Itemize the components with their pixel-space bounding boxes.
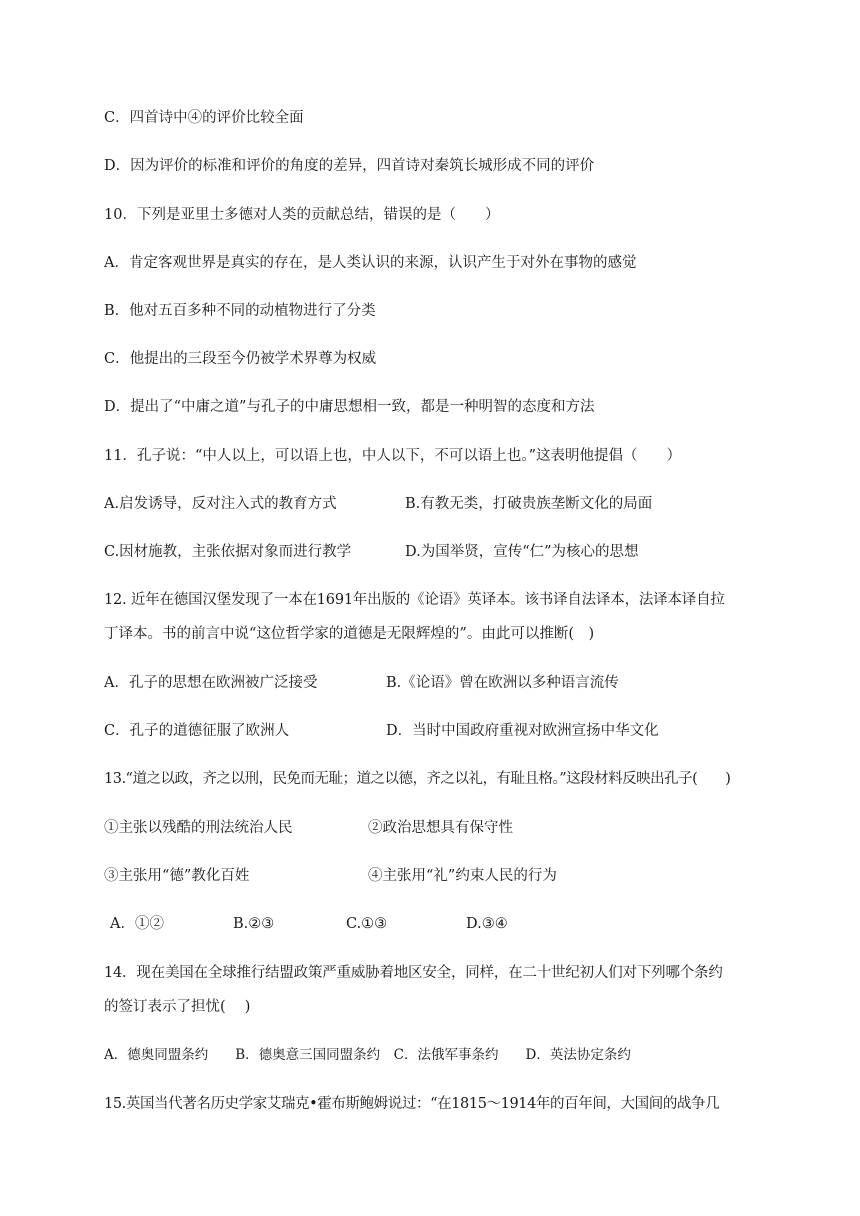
q13-option-b: B.②③ (233, 916, 275, 932)
q12-option-b: B.《论语》曾在欧洲以多种语言流传 (386, 675, 619, 691)
q12-option-c: C．孔子的道德征服了欧洲人 (104, 723, 290, 739)
q9-option-d: D．因为评价的标准和评价的角度的差异，四首诗对秦筑长城形成不同的评价 (104, 158, 595, 174)
q11-stem: 11．孔子说：“中人以上，可以语上也，中人以下，不可以语上也。”这表明他提倡（ ） (104, 448, 682, 464)
q13-statement-2: ②政治思想具有保守性 (368, 820, 513, 836)
q12-stem-line1: 12. 近年在德国汉堡发现了一本在1691年出版的《论语》英译本。该书译自法译本，法译本译自拉 (104, 592, 725, 608)
q11-option-d: D.为国举贤，宣传“仁”为核心的思想 (405, 544, 639, 560)
q13-statement-1: ①主张以残酷的刑法统治人民 (104, 820, 293, 836)
q13-stem: 13.“道之以政，齐之以刑，民免而无耻；道之以德，齐之以礼，有耻且格。”这段材料反映出孔子( ) (104, 771, 731, 787)
q12-option-a: A．孔子的思想在欧洲被广泛接受 (104, 675, 318, 691)
q10-stem: 10．下列是亚里士多德对人类的贡献总结，错误的是（ ） (104, 207, 500, 223)
q10-option-d: D．提出了“中庸之道”与孔子的中庸思想相一致，都是一种明智的态度和方法 (104, 399, 595, 415)
q11-option-c: C.因材施教，主张依据对象而进行教学 (104, 544, 352, 560)
q11-option-a: A.启发诱导，反对注入式的教育方式 (104, 496, 337, 512)
q12-stem-line2: 丁译本。书的前言中说“这位哲学家的道德是无限辉煌的”。由此可以推断( ) (104, 626, 595, 642)
q10-option-a: A．肯定客观世界是真实的存在，是人类认识的来源，认识产生于对外在事物的感觉 (104, 255, 637, 271)
q15-stem-line1: 15.英国当代著名历史学家艾瑞克•霍布斯鲍姆说过：“在1815～1914年的百年间，大国间的战争几 (104, 1096, 720, 1112)
q13-option-d: D.③④ (466, 916, 508, 932)
q13-statement-3: ③主张用“德”教化百姓 (104, 868, 250, 884)
q14-stem-line2: 的签订表示了担忧( ) (104, 999, 251, 1015)
q12-option-d: D．当时中国政府重视对欧洲宣扬中华文化 (386, 723, 659, 739)
q13-option-c: C.①③ (346, 916, 388, 932)
q14-stem-line1: 14．现在美国在全球推行结盟政策严重威胁着地区安全，同样，在二十世纪初人们对下列哪个条约 (104, 965, 723, 981)
q10-option-b: B．他对五百多种不同的动植物进行了分类 (104, 303, 376, 319)
q14-options: A．德奥同盟条约 B．德奥意三国同盟条约 C．法俄军事条约 D．英法协定条约 (104, 1047, 631, 1063)
q10-option-c: C．他提出的三段至今仍被学术界尊为权威 (104, 351, 377, 367)
q13-option-a: A．①② (110, 916, 164, 932)
q9-option-c: C．四首诗中④的评价比较全面 (104, 110, 304, 126)
q13-statement-4: ④主张用“礼”约束人民的行为 (368, 868, 557, 884)
q11-option-b: B.有教无类，打破贵族垄断文化的局面 (405, 496, 653, 512)
